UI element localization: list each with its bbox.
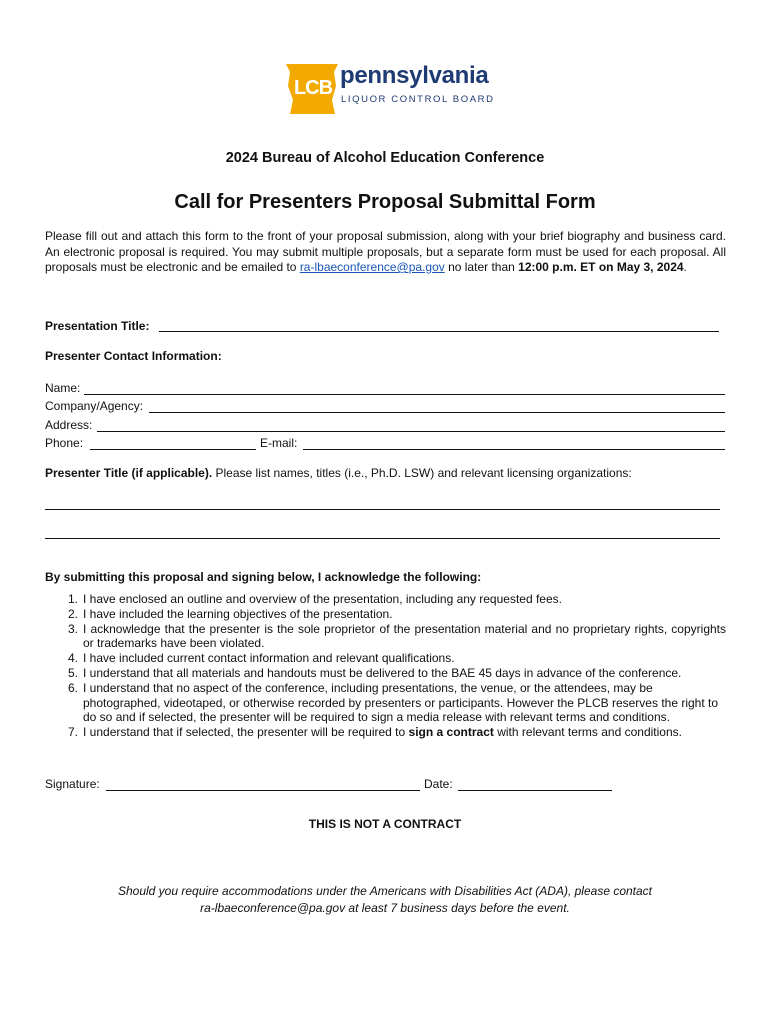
- acknowledge-list: [45, 592, 726, 740]
- list-item: 5. I understand that all materials and handouts must be delivered to the BAE 45 days in advance of the conference.: [67, 665, 682, 680]
- signature-field[interactable]: [106, 790, 420, 791]
- presenter-title-line-2[interactable]: [45, 538, 720, 539]
- logo-subtitle: LIQUOR CONTROL BOARD: [341, 94, 495, 105]
- list-item: 7. I understand that if selected, the presenter will be required to sign a contract with relevant terms and conditions.: [67, 725, 682, 740]
- date-field[interactable]: [458, 790, 612, 791]
- presentation-title-field[interactable]: [159, 331, 719, 332]
- name-field[interactable]: [84, 394, 725, 395]
- list-item: 3. I acknowledge that the presenter is the sole proprietor of the presentation material and no proprietary rights, copyrights or trademarks have been violated.: [67, 621, 726, 651]
- conference-title: 2024 Bureau of Alcohol Education Conference: [225, 150, 545, 166]
- phone-label: Phone:: [45, 436, 84, 450]
- address-field[interactable]: [97, 431, 725, 432]
- contact-heading: Presenter Contact Information:: [45, 349, 222, 363]
- intro-text: Please fill out and attach this form to the front of your proposal submission, along with your brief biography and business card. An electronic proposal is required. You may submit multiple proposals, but a separate form must be used for each proposal. All proposals must be electronic and be emailed to: [45, 229, 726, 274]
- presentation-title-label: Presentation Title:: [45, 319, 150, 333]
- list-item: 4. I have included current contact information and relevant qualifications.: [67, 651, 455, 666]
- logo-mark: LCB: [293, 77, 333, 99]
- list-item: 1. I have enclosed an outline and overview of the presentation, including any requested fees.: [67, 592, 562, 606]
- signature-label: Signature:: [45, 777, 100, 791]
- deadline: 12:00 p.m. ET on May 3, 2024: [518, 260, 684, 274]
- email-field[interactable]: [303, 449, 725, 450]
- date-label: Date:: [424, 777, 453, 791]
- list-item: 2. I have included the learning objectives of the presentation.: [67, 606, 393, 621]
- company-label: Company/Agency:: [45, 399, 144, 413]
- list-item: 6. I understand that no aspect of the conference, including presentations, the venue, or the attendees, may be photographed, videotaped, or otherwise recorded by presenters or participants. However the PLCB reserves the right to do so and if selected, the presenter will be required to sign a media release with relevant terms and conditions.: [67, 680, 719, 725]
- phone-field[interactable]: [90, 449, 256, 450]
- presenter-title-line-1[interactable]: [45, 509, 720, 510]
- email-label: E-mail:: [260, 436, 298, 450]
- form-title: Call for Presenters Proposal Submittal Form: [174, 191, 596, 213]
- acknowledge-heading: By submitting this proposal and signing below, I acknowledge the following:: [45, 570, 482, 584]
- address-label: Address:: [45, 418, 93, 432]
- name-label: Name:: [45, 381, 81, 395]
- logo-name: pennsylvania: [340, 62, 489, 89]
- presenter-title-prompt: Presenter Title (if applicable). Please list names, titles (i.e., Ph.D. LSW) and relevant licensing organizations:: [45, 466, 632, 480]
- company-field[interactable]: [149, 412, 725, 413]
- not-contract-notice: THIS IS NOT A CONTRACT: [308, 817, 462, 831]
- email-link[interactable]: ra-lbaeconference@pa.gov: [299, 260, 445, 274]
- ada-notice: Should you require accommodations under the Americans with Disabilities Act (ADA), please contact ra-lbaeconference@pa.gov at least 7 business days before the event.: [117, 884, 653, 915]
- intro-paragraph: Please fill out and attach this form to the front of your proposal submission, along with your brief biography and business card. An electronic proposal is required. You may submit multiple proposals, but a separate form must be used for each proposal. All proposals must be electronic and be emailed to ra-lbaeconference@pa.gov no later than 12:00 p.m. ET on May 3, 2024.: [45, 229, 726, 274]
